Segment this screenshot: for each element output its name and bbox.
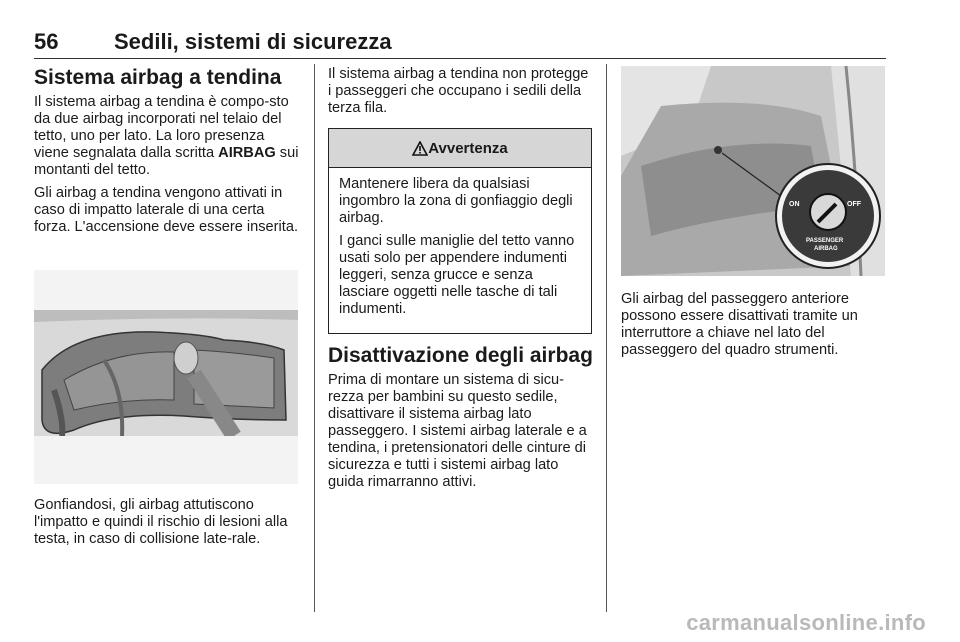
column-divider-2 [606,64,607,612]
section-heading-deactivation: Disattivazione degli airbag [328,344,593,367]
watermark: carmanualsonline.info [686,610,926,635]
column-1-caption [34,497,298,554]
deactivation-paragraph: Prima di montare un sistema di sicu-rezza per bambini su questo sedile, disattivare il sistema airbag lato passeggero. I sistemi airbag laterale e a tendina, i pretensionatori delle cinture di sicurezza e tutti i sistemi airbag lato guida rimarranno attivi. [328,372,587,490]
switch-off-label: OFF [847,201,861,208]
column-divider-1 [314,64,315,612]
warning-box [328,128,592,334]
switch-on-label: ON [789,201,800,208]
curtain-airbag-illustration [34,270,298,484]
column-2-intro [328,66,594,123]
switch-passenger-label: PASSENGER [806,238,844,244]
warning-paragraph-2: I ganci sulle maniglie del tetto vanno usati solo per appendere indumenti leggeri, senza grucce e senza lasciare oggetti nelle tasche di tali indumenti. [339,233,575,317]
column-1 [34,66,300,242]
column-2-section [328,344,594,497]
third-row-note: Il sistema airbag a tendina non protegge i passeggeri che occupano i sedili della terza fila. [328,66,589,116]
warning-paragraph-1: Mantenere libera da qualsiasi ingombro la zona di gonfiaggio degli airbag. [339,176,573,226]
page-number: 56 [34,29,59,54]
header-rule [34,58,886,59]
section-heading-curtain-airbag: Sistema airbag a tendina [34,66,282,89]
column-3-caption [621,291,887,365]
switch-airbag-label: AIRBAG [814,246,838,252]
key-switch-caption: Gli airbag del passeggero anteriore possono essere disattivati tramite un interruttore a chiave nel lato del passeggero del quadro strumenti. [621,291,858,358]
airbag-keyword: AIRBAG [218,145,276,161]
curtain-airbag-caption: Gonfiandosi, gli airbag attutiscono l'impatto e quindi il rischio di lesioni alla testa, in caso di collisione late-rale. [34,497,288,547]
airbag-key-switch-illustration [621,66,885,276]
curtain-airbag-paragraph-1 [34,94,300,179]
warning-header [329,129,591,168]
p1-text-a: Il sistema airbag a tendina è compo-sto da due airbag incorporati nel telaio del tetto, uno per lato. La loro presenza viene segnalata dalla scritta [34,94,289,161]
warning-triangle-icon [412,141,428,156]
chapter-title: Sedili, sistemi di sicurezza [114,29,392,54]
curtain-airbag-paragraph-2: Gli airbag a tendina vengono attivati in caso di impatto laterale di una certa forza. L'accensione deve essere inserita. [34,185,298,235]
p1-text-b: sui montanti del tetto. [34,145,299,178]
warning-title: Avvertenza [428,139,508,157]
